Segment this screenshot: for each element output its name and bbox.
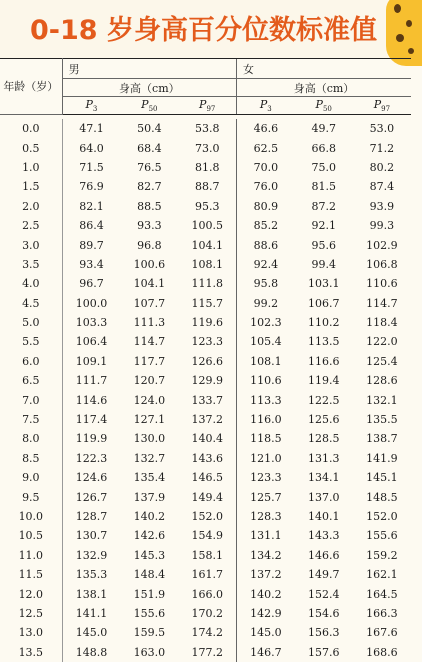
female-height-cell: 140.2 xyxy=(237,584,295,603)
table-row xyxy=(0,565,411,584)
male-height-cell: 159.5 xyxy=(133,626,166,640)
male-height-cell: 111.7 xyxy=(75,374,108,388)
female-height-cell: 118.4 xyxy=(366,316,398,330)
male-height-cell: 128.7 xyxy=(75,510,108,523)
male-height-cell: 154.9 xyxy=(191,529,223,543)
male-height-cell: 104.1 xyxy=(133,277,166,291)
male-height-cell: 96.8 xyxy=(137,238,162,252)
female-height-cell: 142.9 xyxy=(237,604,295,623)
table-row xyxy=(0,487,411,506)
female-height-cell: 70.0 xyxy=(237,158,295,177)
age-cell: 7.0 xyxy=(0,390,62,409)
female-height-cell: 128.5 xyxy=(307,432,340,446)
female-height-cell: 99.3 xyxy=(369,219,395,233)
male-height-cell: 137.9 xyxy=(133,490,166,504)
female-height-cell: 87.2 xyxy=(311,199,336,213)
male-height-cell: 135.4 xyxy=(133,471,166,485)
male-height-cell: 107.7 xyxy=(133,296,166,310)
male-height-cell: 152.0 xyxy=(191,510,223,523)
male-height-cell: 177.2 xyxy=(191,645,223,659)
female-height-cell: 154.6 xyxy=(307,606,340,620)
age-cell: 12.5 xyxy=(0,604,62,623)
male-height-cell: 96.7 xyxy=(79,277,104,291)
female-height-cell: 137.2 xyxy=(237,565,295,584)
female-height-cell: 122.0 xyxy=(366,335,398,349)
female-height-cell: 114.7 xyxy=(366,296,398,310)
female-height-cell: 118.5 xyxy=(237,429,295,448)
female-height-header: 身高（cm） xyxy=(237,79,411,97)
table-row xyxy=(0,623,411,642)
female-height-cell: 132.1 xyxy=(366,393,398,407)
table-row xyxy=(0,313,411,332)
age-cell: 11.5 xyxy=(0,565,62,584)
table-row xyxy=(0,197,411,216)
female-height-cell: 106.8 xyxy=(366,257,398,271)
female-height-cell: 125.4 xyxy=(366,354,398,368)
male-height-cell: 126.7 xyxy=(75,490,108,504)
table-row xyxy=(0,584,411,603)
male-height-cell: 135.3 xyxy=(75,568,108,582)
age-cell: 0.5 xyxy=(0,138,62,157)
table-row xyxy=(0,390,411,409)
female-percentile-header: $P_{97}$ xyxy=(353,97,411,115)
female-height-cell: 155.6 xyxy=(366,529,398,543)
male-height-cell: 119.6 xyxy=(191,316,223,330)
male-header: 男 xyxy=(62,59,236,79)
female-height-cell: 134.2 xyxy=(237,546,295,565)
female-percentile-header: $P_{50}$ xyxy=(295,97,353,115)
female-height-cell: 135.5 xyxy=(366,413,398,427)
male-height-cell: 122.3 xyxy=(75,451,108,465)
male-height-cell: 127.1 xyxy=(133,413,166,427)
male-height-cell: 141.1 xyxy=(75,606,108,620)
male-height-cell: 71.5 xyxy=(79,160,104,174)
table-row xyxy=(0,429,411,448)
female-height-cell: 113.5 xyxy=(307,335,340,349)
male-height-cell: 82.1 xyxy=(79,199,104,213)
table-row xyxy=(0,507,411,526)
female-height-cell: 116.6 xyxy=(307,354,340,368)
male-height-cell: 174.2 xyxy=(191,626,223,640)
female-height-cell: 46.6 xyxy=(237,119,295,138)
table-row xyxy=(0,332,411,351)
table-row xyxy=(0,546,411,565)
male-height-cell: 88.7 xyxy=(194,180,220,194)
female-height-cell: 95.6 xyxy=(311,238,336,252)
female-height-cell: 95.8 xyxy=(237,274,295,293)
female-height-cell: 121.0 xyxy=(237,449,295,468)
female-height-cell: 92.4 xyxy=(237,255,295,274)
male-height-cell: 151.9 xyxy=(133,587,166,601)
female-height-cell: 128.6 xyxy=(366,374,398,388)
male-height-cell: 109.1 xyxy=(75,354,108,368)
female-height-cell: 66.8 xyxy=(311,141,336,155)
male-height-cell: 123.3 xyxy=(191,335,223,349)
male-height-cell: 53.8 xyxy=(194,122,220,136)
age-cell: 13.0 xyxy=(0,623,62,642)
male-height-cell: 119.9 xyxy=(75,432,108,446)
male-height-cell: 111.3 xyxy=(133,316,166,330)
male-height-cell: 114.7 xyxy=(133,335,166,349)
age-cell: 5.5 xyxy=(0,332,62,351)
age-cell: 4.0 xyxy=(0,274,62,293)
male-height-cell: 155.6 xyxy=(133,606,166,620)
female-height-cell: 152.0 xyxy=(366,510,398,523)
male-height-cell: 106.4 xyxy=(75,335,108,349)
age-cell: 2.5 xyxy=(0,216,62,235)
female-height-cell: 53.0 xyxy=(369,122,395,136)
table-row xyxy=(0,177,411,196)
female-height-cell: 102.9 xyxy=(366,238,398,252)
male-height-cell: 68.4 xyxy=(137,141,162,155)
male-height-cell: 126.6 xyxy=(191,354,223,368)
female-height-cell: 108.1 xyxy=(237,352,295,371)
giraffe-pattern-decoration xyxy=(386,0,422,66)
male-height-cell: 120.7 xyxy=(133,374,166,388)
table-row xyxy=(0,255,411,274)
female-height-cell: 134.1 xyxy=(307,471,340,485)
female-height-cell: 149.7 xyxy=(307,568,340,582)
female-height-cell: 88.6 xyxy=(237,235,295,254)
male-height-cell: 111.8 xyxy=(191,277,223,291)
female-height-cell: 71.2 xyxy=(369,141,395,155)
male-height-cell: 161.7 xyxy=(191,568,223,582)
female-height-cell: 105.4 xyxy=(237,332,295,351)
male-height-cell: 142.6 xyxy=(133,529,166,543)
table-row xyxy=(0,410,411,429)
female-height-cell: 113.3 xyxy=(237,390,295,409)
male-height-cell: 81.8 xyxy=(194,160,220,174)
female-height-cell: 62.5 xyxy=(237,138,295,157)
male-height-cell: 117.7 xyxy=(133,354,166,368)
male-height-cell: 47.1 xyxy=(79,122,104,136)
table-row xyxy=(0,119,411,138)
age-cell: 0.0 xyxy=(0,119,62,138)
male-height-cell: 145.0 xyxy=(75,626,108,640)
female-height-cell: 99.2 xyxy=(237,294,295,313)
female-height-cell: 122.5 xyxy=(307,393,340,407)
female-percentile-header: $P_3$ xyxy=(237,97,295,115)
male-height-cell: 124.0 xyxy=(133,393,166,407)
female-height-cell: 167.6 xyxy=(366,626,398,640)
female-height-cell: 125.6 xyxy=(307,413,340,427)
male-height-cell: 100.5 xyxy=(191,219,223,233)
male-height-cell: 93.4 xyxy=(79,257,104,271)
age-cell: 1.0 xyxy=(0,158,62,177)
female-height-cell: 110.2 xyxy=(307,316,340,330)
male-height-header: 身高（cm） xyxy=(62,79,236,97)
female-height-cell: 168.6 xyxy=(366,645,398,659)
male-height-cell: 86.4 xyxy=(79,219,104,233)
male-height-cell: 73.0 xyxy=(194,141,220,155)
female-height-cell: 119.4 xyxy=(307,374,340,388)
female-height-cell: 87.4 xyxy=(369,180,395,194)
age-cell: 4.5 xyxy=(0,294,62,313)
female-height-cell: 80.2 xyxy=(369,160,395,174)
table-row xyxy=(0,294,411,313)
female-height-cell: 102.3 xyxy=(237,313,295,332)
male-height-cell: 145.3 xyxy=(133,548,166,562)
age-cell: 10.5 xyxy=(0,526,62,545)
female-height-cell: 125.7 xyxy=(237,487,295,506)
male-height-cell: 93.3 xyxy=(137,219,162,233)
male-height-cell: 95.3 xyxy=(194,199,220,213)
male-height-cell: 108.1 xyxy=(191,257,223,271)
female-height-cell: 162.1 xyxy=(366,568,398,582)
male-height-cell: 138.1 xyxy=(75,587,108,601)
female-height-cell: 152.4 xyxy=(307,587,340,601)
male-height-cell: 100.6 xyxy=(133,257,166,271)
male-height-cell: 115.7 xyxy=(191,296,223,310)
male-height-cell: 103.3 xyxy=(75,316,108,330)
male-height-cell: 149.4 xyxy=(191,490,223,504)
female-height-cell: 49.7 xyxy=(311,122,336,136)
male-height-cell: 133.7 xyxy=(191,393,223,407)
female-height-cell: 80.9 xyxy=(237,197,295,216)
female-height-cell: 137.0 xyxy=(307,490,340,504)
table-row xyxy=(0,371,411,390)
age-cell: 6.5 xyxy=(0,371,62,390)
male-height-cell: 143.6 xyxy=(191,451,223,465)
male-height-cell: 170.2 xyxy=(191,606,223,620)
age-cell: 2.0 xyxy=(0,197,62,216)
female-height-cell: 103.1 xyxy=(307,277,340,291)
female-height-cell: 128.3 xyxy=(237,507,295,526)
female-height-cell: 93.9 xyxy=(369,199,395,213)
male-height-cell: 117.4 xyxy=(75,413,108,427)
table-row xyxy=(0,643,411,662)
male-height-cell: 88.5 xyxy=(137,199,162,213)
age-cell: 6.0 xyxy=(0,352,62,371)
table-row xyxy=(0,526,411,545)
female-height-cell: 145.0 xyxy=(237,623,295,642)
female-height-cell: 81.5 xyxy=(311,180,336,194)
age-cell: 12.0 xyxy=(0,584,62,603)
age-cell: 3.5 xyxy=(0,255,62,274)
table-row xyxy=(0,352,411,371)
female-height-cell: 143.3 xyxy=(307,529,340,543)
female-header: 女 xyxy=(237,59,411,79)
age-cell: 9.0 xyxy=(0,468,62,487)
male-percentile-header: $P_3$ xyxy=(62,97,120,115)
age-cell: 8.0 xyxy=(0,429,62,448)
female-height-cell: 140.1 xyxy=(307,510,340,523)
female-height-cell: 106.7 xyxy=(307,296,340,310)
age-header: 年龄（岁） xyxy=(0,59,62,115)
female-height-cell: 116.0 xyxy=(237,410,295,429)
male-height-cell: 76.5 xyxy=(137,160,162,174)
male-height-cell: 132.9 xyxy=(75,548,108,562)
male-percentile-header: $P_{97}$ xyxy=(178,97,236,115)
female-height-cell: 157.6 xyxy=(307,645,340,659)
female-height-cell: 110.6 xyxy=(366,277,398,291)
age-cell: 11.0 xyxy=(0,546,62,565)
male-height-cell: 163.0 xyxy=(133,645,166,659)
female-height-cell: 145.1 xyxy=(366,471,398,485)
age-cell: 9.5 xyxy=(0,487,62,506)
female-height-cell: 166.3 xyxy=(366,606,398,620)
female-height-cell: 110.6 xyxy=(237,371,295,390)
female-height-cell: 148.5 xyxy=(366,490,398,504)
female-height-cell: 159.2 xyxy=(366,548,398,562)
male-height-cell: 89.7 xyxy=(79,238,104,252)
title-banner xyxy=(0,0,411,58)
male-height-cell: 137.2 xyxy=(191,413,223,427)
male-height-cell: 64.0 xyxy=(79,141,104,155)
age-cell: 13.5 xyxy=(0,643,62,662)
female-height-cell: 76.0 xyxy=(237,177,295,196)
male-height-cell: 130.7 xyxy=(75,529,108,543)
age-cell: 1.5 xyxy=(0,177,62,196)
female-height-cell: 156.3 xyxy=(307,626,340,640)
age-cell: 8.5 xyxy=(0,449,62,468)
table-row xyxy=(0,468,411,487)
male-height-cell: 158.1 xyxy=(191,548,223,562)
male-height-cell: 130.0 xyxy=(133,432,166,446)
male-percentile-header: $P_{50}$ xyxy=(120,97,178,115)
table-row xyxy=(0,158,411,177)
male-height-cell: 166.0 xyxy=(191,587,223,601)
female-height-cell: 92.1 xyxy=(311,219,336,233)
female-height-cell: 85.2 xyxy=(237,216,295,235)
female-height-cell: 164.5 xyxy=(366,587,398,601)
table-row xyxy=(0,449,411,468)
age-cell: 3.0 xyxy=(0,235,62,254)
age-cell: 10.0 xyxy=(0,507,62,526)
female-height-cell: 141.9 xyxy=(366,451,398,465)
age-cell: 5.0 xyxy=(0,313,62,332)
male-height-cell: 146.5 xyxy=(191,471,223,485)
table-row xyxy=(0,235,411,254)
female-height-cell: 75.0 xyxy=(311,160,336,174)
page-title: 0-18 岁身高百分位数标准值 xyxy=(30,15,377,46)
male-height-cell: 140.4 xyxy=(191,432,223,446)
male-height-cell: 140.2 xyxy=(133,510,166,523)
female-height-cell: 131.1 xyxy=(237,526,295,545)
male-height-cell: 82.7 xyxy=(137,180,162,194)
table-row xyxy=(0,604,411,623)
male-height-cell: 124.6 xyxy=(75,471,108,485)
male-height-cell: 148.4 xyxy=(133,568,166,582)
female-height-cell: 131.3 xyxy=(307,451,340,465)
female-height-cell: 146.7 xyxy=(237,643,295,662)
female-height-cell: 123.3 xyxy=(237,468,295,487)
age-cell: 7.5 xyxy=(0,410,62,429)
male-height-cell: 104.1 xyxy=(191,238,223,252)
male-height-cell: 50.4 xyxy=(137,122,162,136)
male-height-cell: 76.9 xyxy=(79,180,104,194)
height-percentile-table xyxy=(0,58,411,659)
table-row xyxy=(0,138,411,157)
male-height-cell: 132.7 xyxy=(133,451,166,465)
female-height-cell: 146.6 xyxy=(307,548,340,562)
male-height-cell: 114.6 xyxy=(75,393,108,407)
female-height-cell: 99.4 xyxy=(311,257,336,271)
male-height-cell: 129.9 xyxy=(191,374,223,388)
male-height-cell: 100.0 xyxy=(75,296,108,310)
male-height-cell: 148.8 xyxy=(75,645,108,659)
table-row xyxy=(0,274,411,293)
table-row xyxy=(0,216,411,235)
female-height-cell: 138.7 xyxy=(366,432,398,446)
